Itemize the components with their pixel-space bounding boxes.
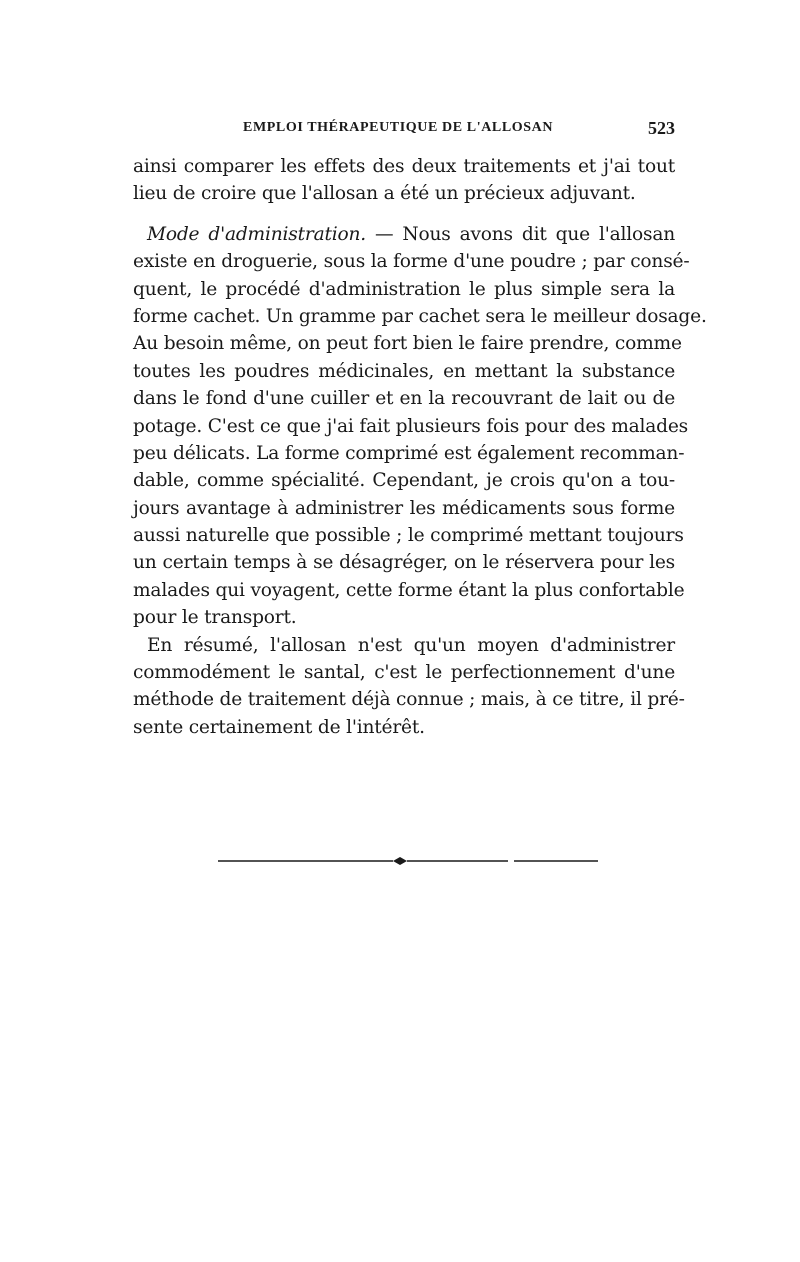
text-line: dable, comme spécialité. Cependant, je crois qu'on a tou- [133,470,675,492]
text-line: forme cachet. Un gramme par cachet sera le meilleur dosage. [133,305,707,327]
text-line: quent, le procédé d'administration le plus simple sera la [133,278,675,300]
text-line: En résumé, l'allosan n'est qu'un moyen d'administrer [147,634,675,656]
page-number: 523 [648,118,675,138]
text-line: malades qui voyagent, cette forme étant la plus confortable [133,579,685,601]
text-line: ainsi comparer les effets des deux traitements et j'ai tout [133,156,675,177]
text-line: toutes les poudres médicinales, en mettant la substance [133,360,675,382]
text-line: peu délicats. La forme comprimé est également recomman- [133,442,685,464]
page-header [133,118,675,142]
running-title: EMPLOI THÉRAPEUTIQUE DE L'ALLOSAN [243,120,554,135]
text-line: existe en droguerie, sous la forme d'une poudre ; par consé- [133,251,690,273]
text-line: pour le transport. [133,607,297,629]
text-line: un certain temps à se désagréger, on le réservera pour les [133,552,675,574]
text-line: sente certainement de l'intérêt. [133,716,425,738]
diamond-rule-ornament-icon [218,855,598,867]
text-line [133,221,675,248]
text-line: commodément le santal, c'est le perfectionnement d'une [133,662,675,684]
text-line: dans le fond d'une cuiller et en la recouvrant de lait ou de [133,388,675,410]
text-line: Au besoin même, on peut fort bien le faire prendre, comme [133,333,682,355]
paragraph-3 [133,632,685,742]
text-line: potage. C'est ce que j'ai fait plusieurs fois pour des malades [133,415,689,437]
text-line: lieu de croire que l'allosan a été un précieux adjuvant. [133,183,636,205]
section-heading: Mode d'administration. [147,223,366,245]
text-line: jours avantage à administrer les médicaments sous forme [133,497,675,519]
body-text [133,153,707,741]
text-fragment: — Nous avons dit que l'allosan [374,223,676,245]
paragraph-2 [133,221,707,632]
text-line: méthode de traitement déjà connue ; mais, à ce titre, il pré- [133,689,685,711]
text-line: aussi naturelle que possible ; le comprimé mettant toujours [133,525,684,547]
paragraph-1 [133,153,675,208]
